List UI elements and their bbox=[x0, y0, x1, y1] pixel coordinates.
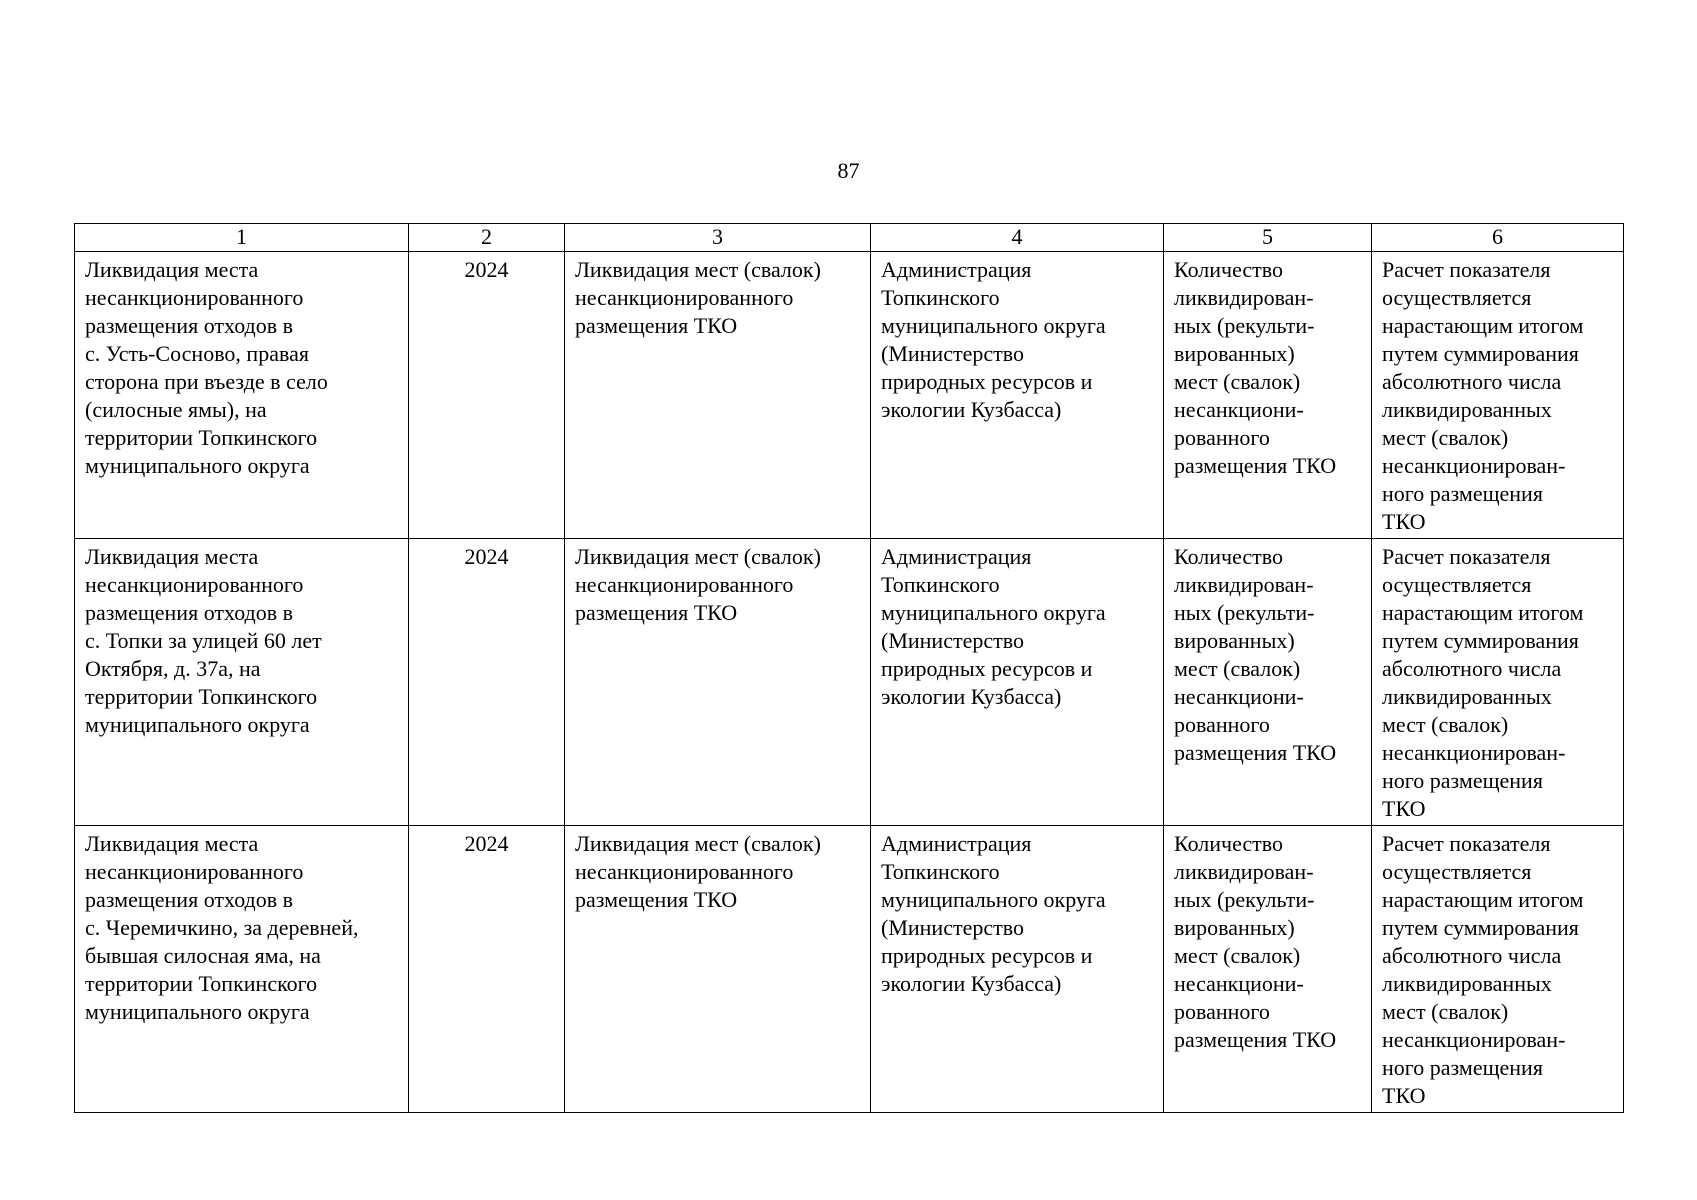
measure-name-cell: Ликвидация места несанкционированного размещения отходов в с. Черемичкино, за деревней, бывшая силосная яма, на территории Топкинского муниципального округа bbox=[75, 826, 409, 1113]
year-cell: 2024 bbox=[409, 539, 565, 826]
column-header: 2 bbox=[409, 224, 565, 252]
result-cell: Ликвидация мест (свалок) несанкционированного размещения ТКО bbox=[565, 539, 871, 826]
result-cell: Ликвидация мест (свалок) несанкционированного размещения ТКО bbox=[565, 252, 871, 539]
responsible-cell: Администрация Топкинского муниципального округа (Министерство природных ресурсов и экологии Кузбасса) bbox=[871, 539, 1164, 826]
table-header-row bbox=[75, 224, 1624, 252]
year-cell: 2024 bbox=[409, 826, 565, 1113]
year-cell: 2024 bbox=[409, 252, 565, 539]
responsible-cell: Администрация Топкинского муниципального округа (Министерство природных ресурсов и экологии Кузбасса) bbox=[871, 252, 1164, 539]
result-cell: Ликвидация мест (свалок) несанкционированного размещения ТКО bbox=[565, 826, 871, 1113]
column-header: 3 bbox=[565, 224, 871, 252]
calculation-cell: Расчет показателя осуществляется нарастающим итогом путем суммирования абсолютного числа ликвидированных мест (свалок) несанкционирован- ного размещения ТКО bbox=[1372, 826, 1624, 1113]
measure-name-cell: Ликвидация места несанкционированного размещения отходов в с. Топки за улицей 60 лет Октября, д. 37а, на территории Топкинского муниципального округа bbox=[75, 539, 409, 826]
calculation-cell: Расчет показателя осуществляется нарастающим итогом путем суммирования абсолютного числа ликвидированных мест (свалок) несанкционирован- ного размещения ТКО bbox=[1372, 539, 1624, 826]
indicator-cell: Количество ликвидирован- ных (рекульти- вированных) мест (свалок) несанкциони- рованного размещения ТКО bbox=[1164, 826, 1372, 1113]
indicator-cell: Количество ликвидирован- ных (рекульти- вированных) мест (свалок) несанкциони- рованного размещения ТКО bbox=[1164, 252, 1372, 539]
column-header: 1 bbox=[75, 224, 409, 252]
table-row bbox=[75, 826, 1624, 1113]
responsible-cell: Администрация Топкинского муниципального округа (Министерство природных ресурсов и экологии Кузбасса) bbox=[871, 826, 1164, 1113]
table-row bbox=[75, 539, 1624, 826]
calculation-cell: Расчет показателя осуществляется нарастающим итогом путем суммирования абсолютного числа ликвидированных мест (свалок) несанкционирован- ного размещения ТКО bbox=[1372, 252, 1624, 539]
column-header: 6 bbox=[1372, 224, 1624, 252]
table-row bbox=[75, 252, 1624, 539]
document-table bbox=[74, 223, 1624, 1113]
measure-name-cell: Ликвидация места несанкционированного размещения отходов в с. Усть-Сосново, правая сторона при въезде в село (силосные ямы), на территории Топкинского муниципального округа bbox=[75, 252, 409, 539]
indicator-cell: Количество ликвидирован- ных (рекульти- вированных) мест (свалок) несанкциони- рованного размещения ТКО bbox=[1164, 539, 1372, 826]
column-header: 4 bbox=[871, 224, 1164, 252]
page-number: 87 bbox=[837, 158, 860, 183]
column-header: 5 bbox=[1164, 224, 1372, 252]
